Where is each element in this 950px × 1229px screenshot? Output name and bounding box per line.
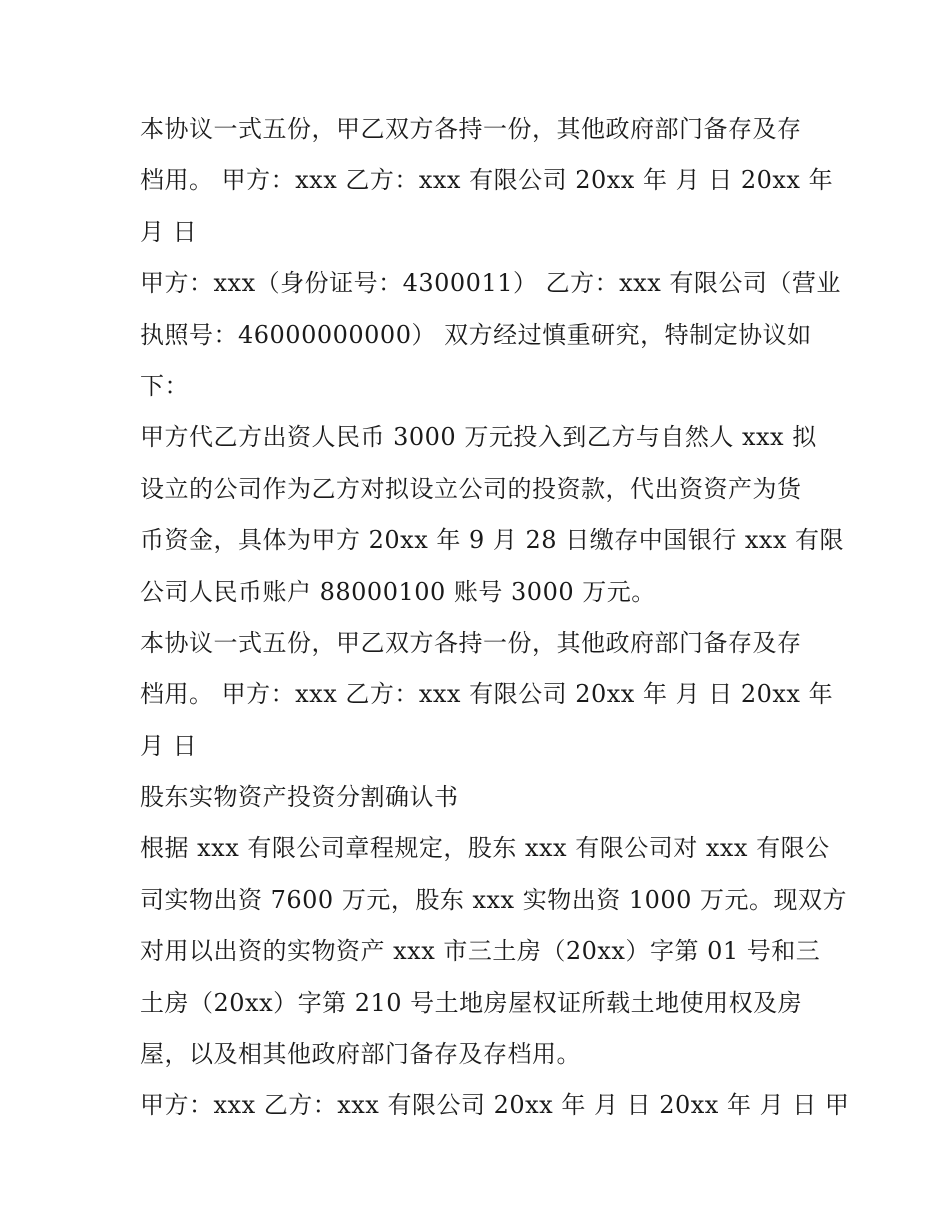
text-line: 甲方代乙方出资人民币 3000 万元投入到乙方与自然人 xxx 拟	[140, 423, 817, 452]
text-line: 本协议一式五份，甲乙双方各持一份，其他政府部门备存及存	[140, 115, 802, 143]
text-line: 根据 xxx 有限公司章程规定，股东 xxx 有限公司对 xxx 有限公	[140, 834, 830, 863]
text-line: 执照号：46000000000） 双方经过慎重研究，特制定协议如	[140, 320, 812, 349]
text-line: 甲方：xxx（身份证号：4300011） 乙方：xxx 有限公司（营业	[140, 269, 841, 298]
text-line: 甲方：xxx 乙方：xxx 有限公司 20xx 年 月 日 20xx 年 月 日 甲	[140, 1091, 850, 1120]
text-line: 对用以出资的实物资产 xxx 市三土房（20xx）字第 01 号和三	[140, 937, 821, 966]
text-line: 档用。 甲方：xxx 乙方：xxx 有限公司 20xx 年 月 日 20xx 年	[140, 166, 834, 195]
text-line: 月 日	[140, 731, 198, 760]
text-line: 公司人民币账户 88000100 账号 3000 万元。	[140, 577, 656, 606]
section-heading: 股东实物资产投资分割确认书	[140, 783, 459, 812]
text-line: 司实物出资 7600 万元，股东 xxx 实物出资 1000 万元。现双方	[140, 885, 848, 914]
text-line: 土房（20xx）字第 210 号土地房屋权证所载土地使用权及房	[140, 988, 803, 1017]
text-line: 下：	[140, 371, 189, 400]
text-line: 屋，以及相其他政府部门备存及存档用。	[140, 1040, 581, 1069]
text-line: 设立的公司作为乙方对拟设立公司的投资款，代出资资产为货	[140, 474, 802, 503]
text-line: 月 日	[140, 217, 198, 246]
document-body	[140, 104, 850, 1132]
text-line: 本协议一式五份，甲乙双方各持一份，其他政府部门备存及存	[140, 628, 802, 657]
text-line: 档用。 甲方：xxx 乙方：xxx 有限公司 20xx 年 月 日 20xx 年	[140, 680, 834, 709]
text-line: 币资金，具体为甲方 20xx 年 9 月 28 日缴存中国银行 xxx 有限	[140, 526, 845, 555]
